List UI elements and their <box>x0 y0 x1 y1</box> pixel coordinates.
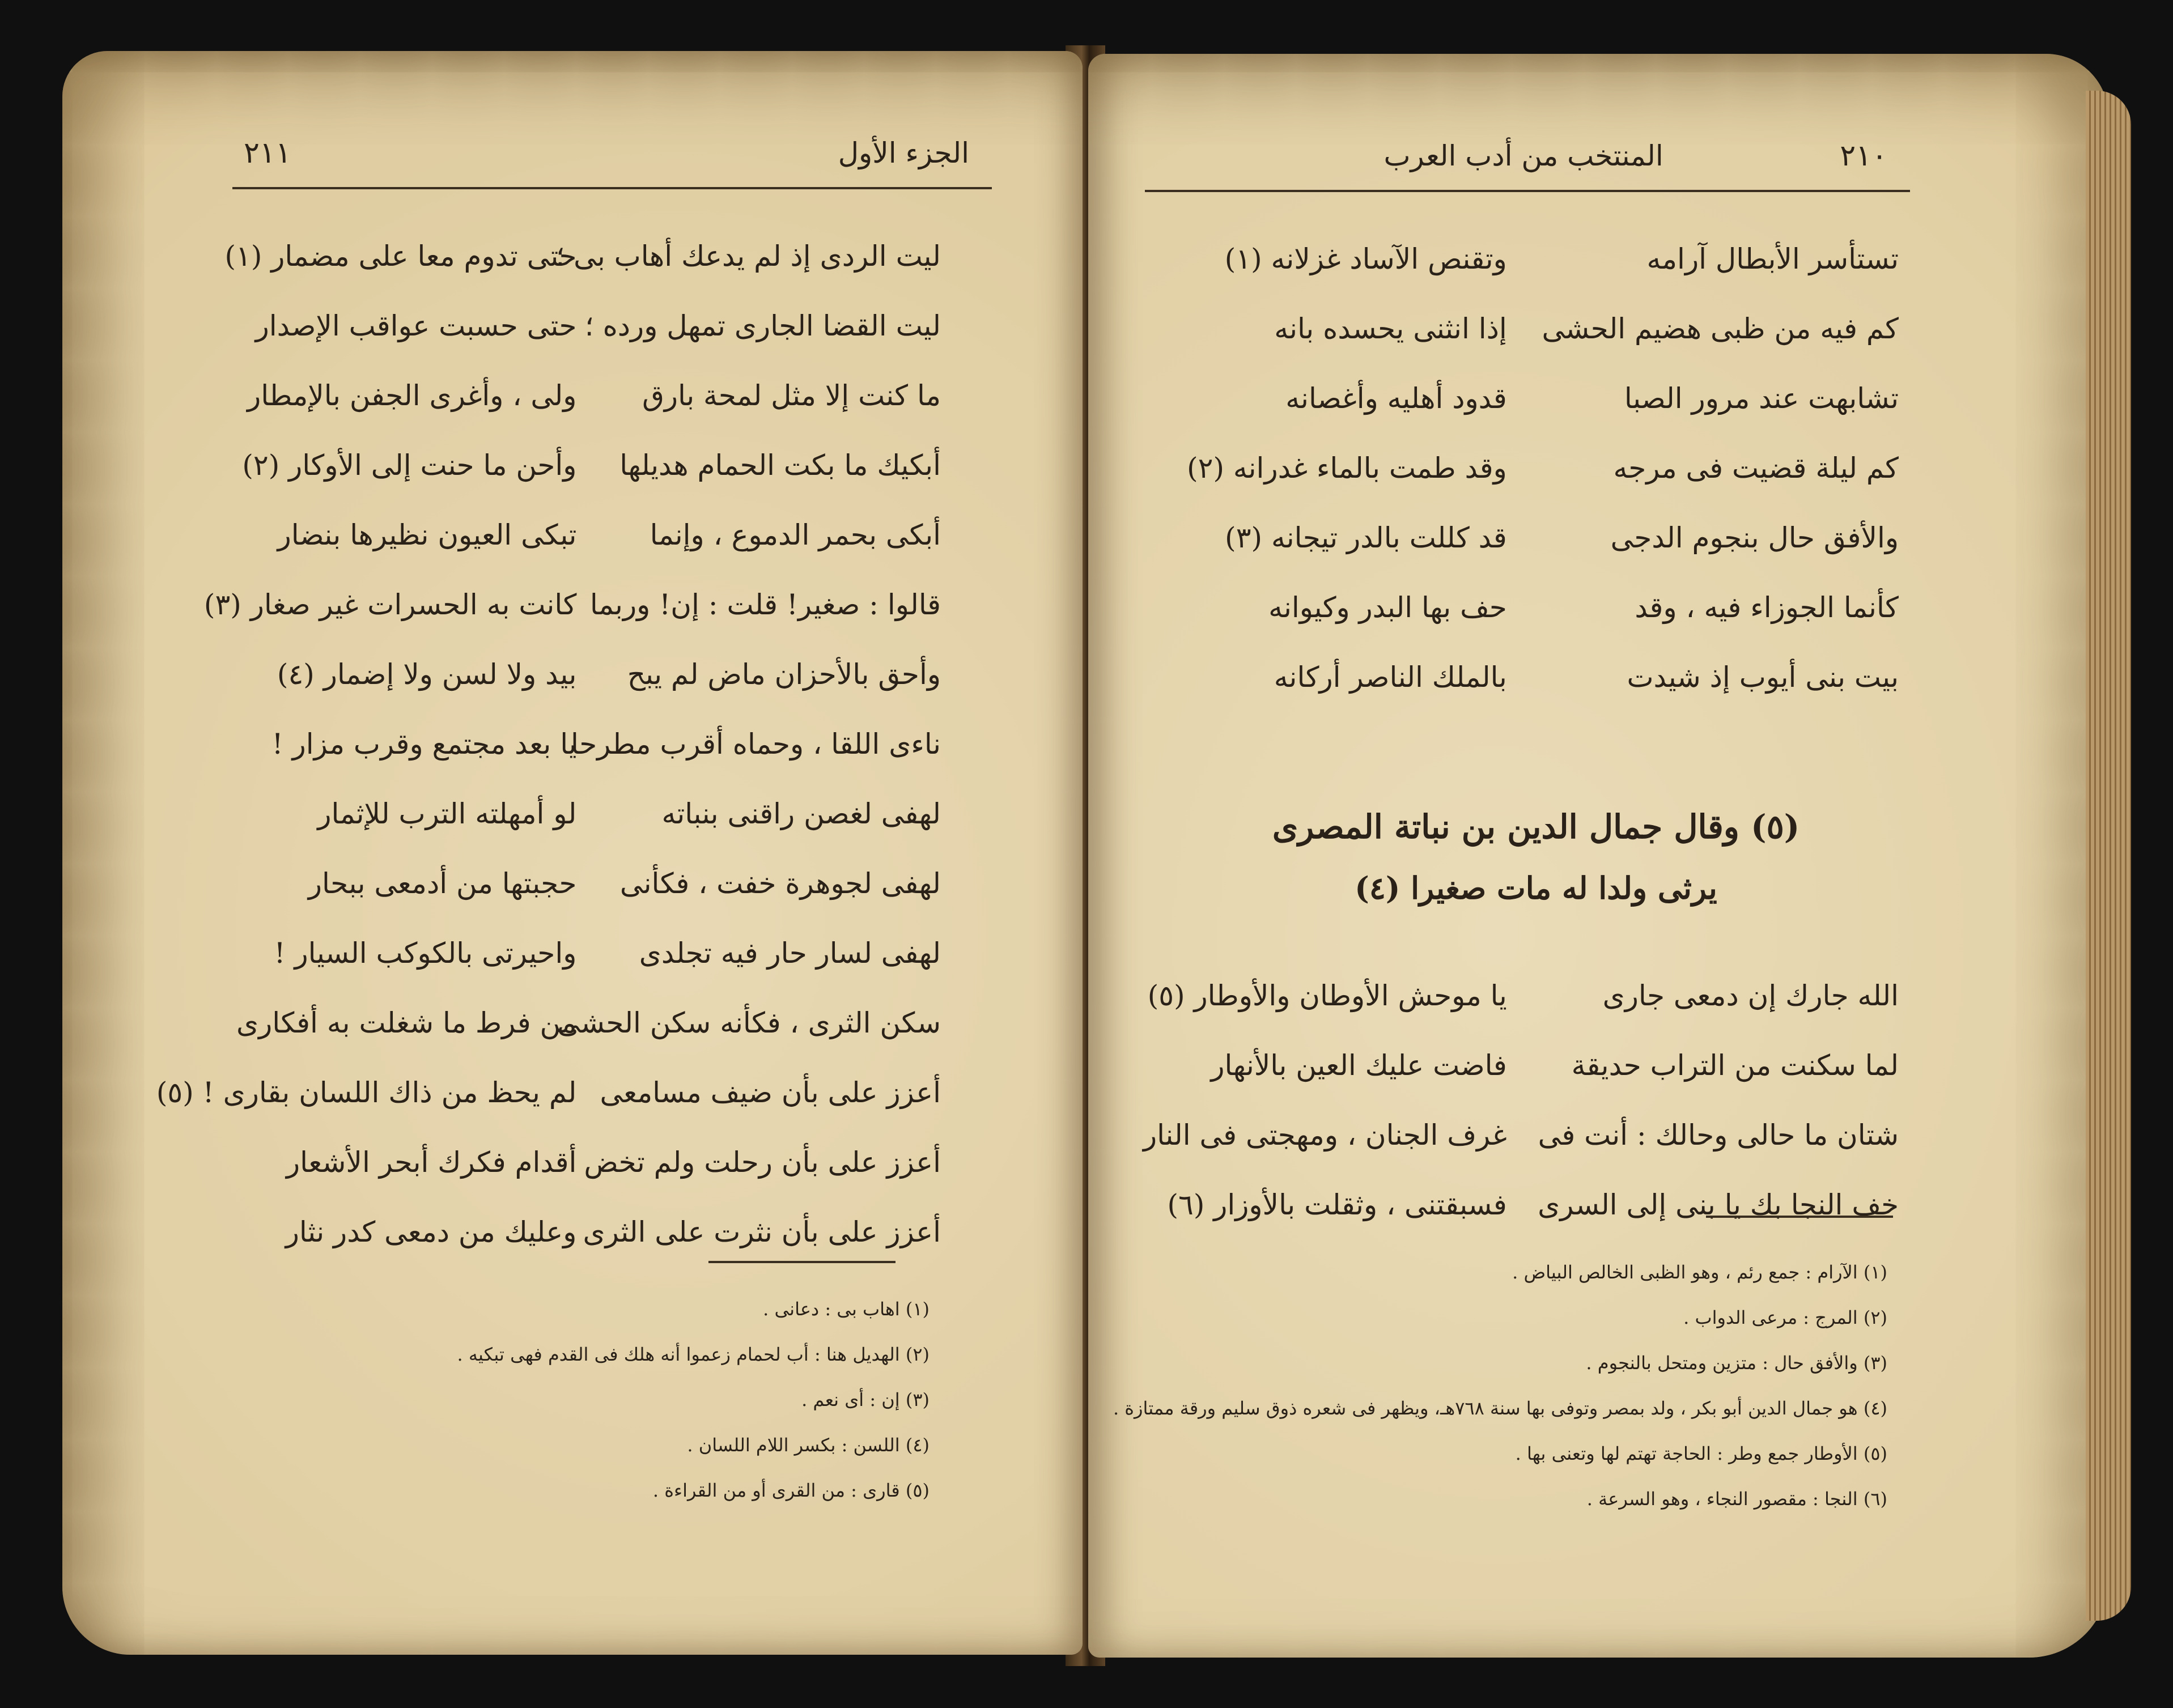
verse-second-hemistich: ولى ، وأغرى الجفن بالإمطار <box>247 379 577 412</box>
right-page <box>1088 54 2108 1658</box>
verse-line <box>203 570 941 639</box>
footnote: (٤) اللسن : بكسر اللام اللسان . <box>687 1434 930 1456</box>
verse-line <box>1173 503 1899 572</box>
footnote: (٤) هو جمال الدين أبو بكر ، ولد بمصر وتوفى بها سنة ٧٦٨هـ، ويظهر فى شعره ذوق سليم ورقة ممتازة . <box>1113 1397 1887 1419</box>
verse-first-hemistich: قالوا : صغير! قلت : إن! وربما <box>589 588 941 621</box>
verse-line <box>266 1127 941 1197</box>
verse-first-hemistich: كم ليلة قضيت فى مرجه <box>1613 451 1899 485</box>
verse-line <box>236 988 941 1057</box>
verse-line <box>1173 224 1899 294</box>
verse-line <box>266 1197 941 1267</box>
right-running-head <box>1162 139 1887 173</box>
verse-line <box>266 918 941 988</box>
verse-first-hemistich: كأنما الجوزاء فيه ، وقد <box>1635 590 1899 624</box>
verse-line <box>156 1057 941 1127</box>
verse-second-hemistich: حف بها البدر وكيوانه <box>1268 590 1507 624</box>
verse-line <box>1173 433 1899 503</box>
verse-line <box>1173 363 1899 433</box>
verse-second-hemistich: حتى حسبت عواقب الإصدار <box>255 309 577 342</box>
verse-line <box>224 221 941 291</box>
verse-line <box>266 709 941 779</box>
verse-second-hemistich: يا بعد مجتمع وقرب مزار ! <box>271 727 577 760</box>
verse-second-hemistich: تبكى العيون نظيرها بنضار <box>277 518 577 551</box>
verse-line <box>247 360 941 430</box>
verse-first-hemistich: والأفق حال بنجوم الدجى <box>1610 521 1899 554</box>
verse-line <box>1173 572 1899 642</box>
right-page-title: المنتخب من أدب العرب <box>1383 139 1663 172</box>
verse-first-hemistich: ناءى اللقا ، وحماه أقرب مطرحا <box>571 727 941 760</box>
footnote: (٦) النجا : مقصور النجاء ، وهو السرعة . <box>1586 1488 1887 1510</box>
left-footnotes <box>457 1286 930 1513</box>
section-subtitle: يرثى ولدا له مات صغيرا (٤) <box>1355 870 1717 906</box>
verse-second-hemistich: قد كللت بالدر تيجانه (٣) <box>1225 521 1507 554</box>
verse-first-hemistich: بيت بنى أيوب إذ شيدت <box>1627 660 1899 694</box>
verse-first-hemistich: أعزز على بأن نثرت على الثرى <box>583 1215 941 1248</box>
footnote: (٥) الأوطار جمع وطر : الحاجة تهتم لها وتعنى بها . <box>1515 1443 1887 1464</box>
right-footnote-rule <box>1706 1216 1893 1218</box>
verse-second-hemistich: حجبتها من أدمعى ببحار <box>308 866 577 900</box>
right-poem-bottom <box>1143 961 1899 1239</box>
left-page <box>62 51 1083 1655</box>
verse-line <box>266 848 941 918</box>
verse-first-hemistich: وأحق بالأحزان ماض لم يبح <box>627 657 941 691</box>
left-page-number: ٢١١ <box>244 136 291 170</box>
verse-second-hemistich: فاضت عليك العين بالأنهار <box>1211 1048 1507 1082</box>
left-page-title: الجزء الأول <box>838 137 969 169</box>
verse-second-hemistich: يا موحش الأوطان والأوطار (٥) <box>1147 979 1507 1012</box>
verse-first-hemistich: شتان ما حالى وحالك : أنت فى <box>1538 1118 1899 1152</box>
verse-line <box>266 779 941 848</box>
left-poem <box>156 221 941 1267</box>
verse-second-hemistich: كانت به الحسرات غير صغار (٣) <box>203 588 577 621</box>
verse-second-hemistich: حتى تدوم معا على مضمار (١) <box>224 239 577 273</box>
footnote: (٣) والأفق حال : متزين ومتحل بالنجوم . <box>1586 1352 1887 1374</box>
verse-first-hemistich: كم فيه من ظبى هضيم الحشى <box>1542 312 1899 345</box>
verse-first-hemistich: لهفى لغصن راقنى بنباته <box>661 797 941 830</box>
verse-first-hemistich: أبكى بحمر الدموع ، وإنما <box>650 518 941 551</box>
verse-first-hemistich: لما سكنت من التراب حديقة <box>1571 1048 1899 1082</box>
verse-second-hemistich: بيد ولا لسن ولا إضمار (٤) <box>277 657 577 691</box>
verse-first-hemistich: أعزز على بأن رحلت ولم تخض <box>584 1145 941 1179</box>
verse-first-hemistich: ليت القضا الجارى تمهل ورده ؛ <box>584 309 941 342</box>
verse-first-hemistich: لهفى لجوهرة خفت ، فكأنى <box>619 866 941 900</box>
verse-second-hemistich: أقدام فكرك أبحر الأشعار <box>286 1145 577 1179</box>
verse-line <box>1173 1030 1899 1100</box>
verse-second-hemistich: وعليك من دمعى كدر نثار <box>285 1215 577 1248</box>
verse-second-hemistich: بالملك الناصر أركانه <box>1274 660 1507 694</box>
verse-line <box>266 639 941 709</box>
verse-second-hemistich: من فرط ما شغلت به أفكارى <box>236 1006 577 1039</box>
verse-line <box>1147 961 1899 1030</box>
footnote: (١) الآرام : جمع رئم ، وهو الظبى الخالص البياض . <box>1512 1261 1887 1283</box>
verse-line <box>266 500 941 570</box>
verse-first-hemistich: تشابهت عند مرور الصبا <box>1624 381 1899 415</box>
right-head-rule <box>1145 190 1910 192</box>
verse-line <box>1167 1170 1899 1239</box>
right-page-number: ٢١٠ <box>1840 139 1887 173</box>
verse-line <box>1173 294 1899 363</box>
verse-second-hemistich: إذا انثنى يحسده بانه <box>1274 312 1507 345</box>
footnote: (٥) قارى : من القرى أو من القراءة . <box>652 1480 930 1501</box>
verse-first-hemistich: لهفى لسار حار فيه تجلدى <box>639 936 941 970</box>
verse-first-hemistich: ما كنت إلا مثل لمحة بارق <box>642 379 941 412</box>
right-footnotes <box>1113 1250 1887 1522</box>
verse-first-hemistich: أبكيك ما بكت الحمام هديلها <box>619 448 941 482</box>
left-footnote-rule <box>708 1261 895 1263</box>
book-page-edges <box>2086 91 2131 1621</box>
verse-first-hemistich: ليت الردى إذ لم يدعك أهاب بى ؛ <box>555 239 941 273</box>
footnote: (٢) الهديل هنا : أب لحمام زعموا أنه هلك فى القدم فهى تبكيه . <box>457 1344 930 1365</box>
verse-first-hemistich: سكن الثرى ، فكأنه سكن الحشى <box>557 1006 941 1039</box>
verse-second-hemistich: فسبقتنى ، وثقلت بالأوزار (٦) <box>1167 1188 1507 1221</box>
verse-second-hemistich: واحيرتى بالكوكب السيار ! <box>274 936 577 970</box>
verse-first-hemistich: الله جارك إن دمعى جارى <box>1602 979 1899 1012</box>
verse-line <box>1173 642 1899 712</box>
verse-line <box>255 291 941 360</box>
right-poem-top <box>1173 224 1899 712</box>
verse-second-hemistich: وقد طمت بالماء غدرانه (٢) <box>1187 451 1507 485</box>
verse-second-hemistich: قدود أهليه وأغصانه <box>1285 381 1507 415</box>
verse-second-hemistich: لو أمهلته الترب للإثمار <box>317 797 577 830</box>
left-running-head <box>244 136 969 170</box>
verse-first-hemistich: تستأسر الأبطال آرامه <box>1646 242 1899 275</box>
verse-line <box>1143 1100 1899 1170</box>
verse-second-hemistich: غرف الجنان ، ومهجتى فى النار <box>1143 1118 1507 1152</box>
verse-first-hemistich: خف النجا بك يا بنى إلى السرى <box>1538 1188 1899 1221</box>
verse-line <box>242 430 941 500</box>
footnote: (٢) المرج : مرعى الدواب . <box>1683 1307 1887 1328</box>
verse-first-hemistich: أعزز على بأن ضيف مسامعى <box>600 1076 941 1109</box>
section-title: (٥) وقال جمال الدين بن نباتة المصرى <box>1272 808 1800 846</box>
footnote: (١) اهاب بى : دعانى . <box>763 1298 930 1320</box>
left-head-rule <box>232 187 992 189</box>
verse-second-hemistich: لم يحظ من ذاك اللسان بقارى ! (٥) <box>156 1076 577 1109</box>
footnote: (٣) إن : أى نعم . <box>801 1389 930 1410</box>
verse-second-hemistich: وتقنص الآساد غزلانه (١) <box>1224 242 1507 275</box>
verse-second-hemistich: وأحن ما حنت إلى الأوكار (٢) <box>242 448 577 482</box>
